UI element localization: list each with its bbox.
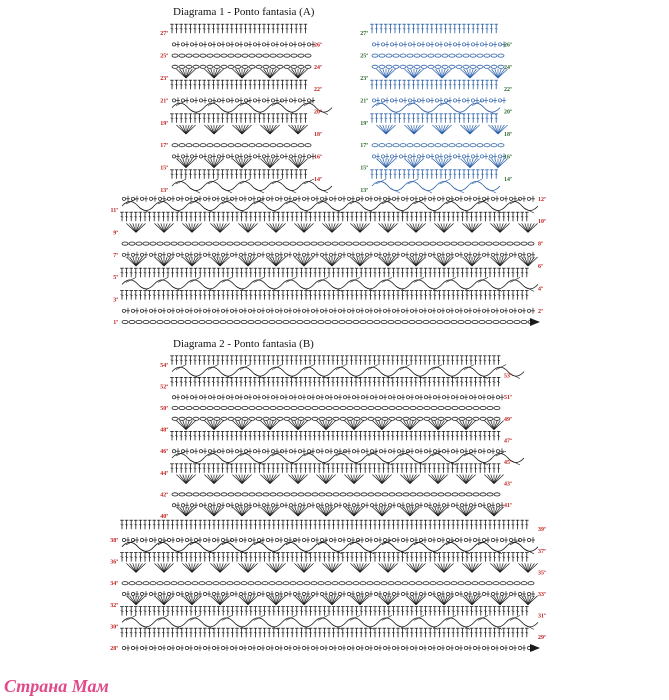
row-label: 17ª	[160, 143, 168, 150]
row-label: 20ª	[504, 109, 512, 116]
row-label: 31ª	[538, 613, 546, 620]
row-label: 24ª	[504, 64, 512, 71]
start-arrow-icon	[530, 644, 540, 652]
row-label: 20ª	[314, 109, 322, 116]
row-label: 47ª	[504, 438, 512, 445]
row-label: 12ª	[538, 196, 546, 203]
row-label: 8ª	[538, 241, 543, 248]
row-label: 42ª	[160, 492, 168, 499]
row-label: 10ª	[538, 219, 546, 226]
row-label: 14ª	[504, 176, 512, 183]
row-label: 45ª	[504, 460, 512, 466]
row-label: 18ª	[504, 132, 512, 138]
row-label: 34ª	[110, 581, 118, 588]
row-label: 26ª	[314, 42, 322, 49]
row-label: 29ª	[538, 635, 546, 642]
row-label: 15ª	[360, 165, 368, 172]
row-label: 37ª	[538, 548, 546, 555]
row-label: 46ª	[160, 449, 168, 456]
row-label: 23ª	[360, 76, 368, 82]
row-label: 6ª	[538, 264, 543, 270]
diagram-2-title: Diagrama 2 - Ponto fantasia (B)	[173, 338, 314, 350]
row-label: 44ª	[160, 470, 168, 477]
row-label: 30ª	[110, 624, 118, 631]
row-label: 7ª	[113, 252, 118, 259]
row-label: 3ª	[113, 297, 118, 304]
row-label: 21ª	[360, 98, 368, 105]
row-label: 51ª	[504, 395, 512, 402]
row-label: 27ª	[360, 31, 368, 38]
row-label: 36ª	[110, 559, 118, 566]
row-label: 2ª	[538, 308, 543, 315]
row-label: 15ª	[160, 165, 168, 172]
row-label: 23ª	[160, 76, 168, 82]
row-label: 35ª	[538, 570, 546, 577]
row-label: 19ª	[160, 120, 168, 127]
diagram-2	[120, 356, 540, 652]
row-label: 5ª	[113, 275, 118, 282]
row-label: 43ª	[504, 481, 512, 488]
row-label: 54ª	[160, 362, 168, 369]
row-label: 1ª	[113, 320, 118, 326]
row-label: 18ª	[314, 132, 322, 138]
row-label: 14ª	[314, 176, 322, 183]
row-label: 32ª	[110, 602, 118, 609]
row-label: 17ª	[360, 143, 368, 150]
row-label: 26ª	[504, 42, 512, 49]
row-label: 28ª	[110, 646, 118, 652]
row-label: 19ª	[360, 120, 368, 127]
row-label: 41ª	[504, 503, 512, 510]
row-label: 25ª	[160, 53, 168, 60]
row-label: 13ª	[360, 188, 368, 194]
row-label: 53ª	[504, 373, 512, 380]
row-label: 16ª	[314, 154, 322, 161]
row-label: 16ª	[504, 154, 512, 161]
diagram-1-title: Diagrama 1 - Ponto fantasia (A)	[173, 6, 315, 18]
row-label: 52ª	[160, 384, 168, 391]
row-label: 22ª	[314, 87, 322, 94]
row-label: 9ª	[113, 230, 118, 237]
row-label: 27ª	[160, 31, 168, 38]
row-label: 38ª	[110, 538, 118, 544]
watermark-logo: Страна Мам	[4, 676, 109, 696]
start-arrow-icon	[530, 318, 540, 326]
row-label: 50ª	[160, 406, 168, 412]
row-label: 4ª	[538, 286, 543, 293]
row-label: 25ª	[360, 53, 368, 60]
row-label: 48ª	[160, 427, 168, 434]
row-label: 39ª	[538, 527, 546, 534]
row-label: 22ª	[504, 87, 512, 94]
row-label: 24ª	[314, 64, 322, 71]
row-label: 49ª	[504, 416, 512, 423]
row-label: 11ª	[110, 208, 118, 214]
row-label: 13ª	[160, 188, 168, 194]
diagram-1	[120, 24, 540, 326]
row-label: 21ª	[160, 98, 168, 105]
row-label: 33ª	[538, 592, 546, 598]
row-label: 40ª	[160, 514, 168, 520]
